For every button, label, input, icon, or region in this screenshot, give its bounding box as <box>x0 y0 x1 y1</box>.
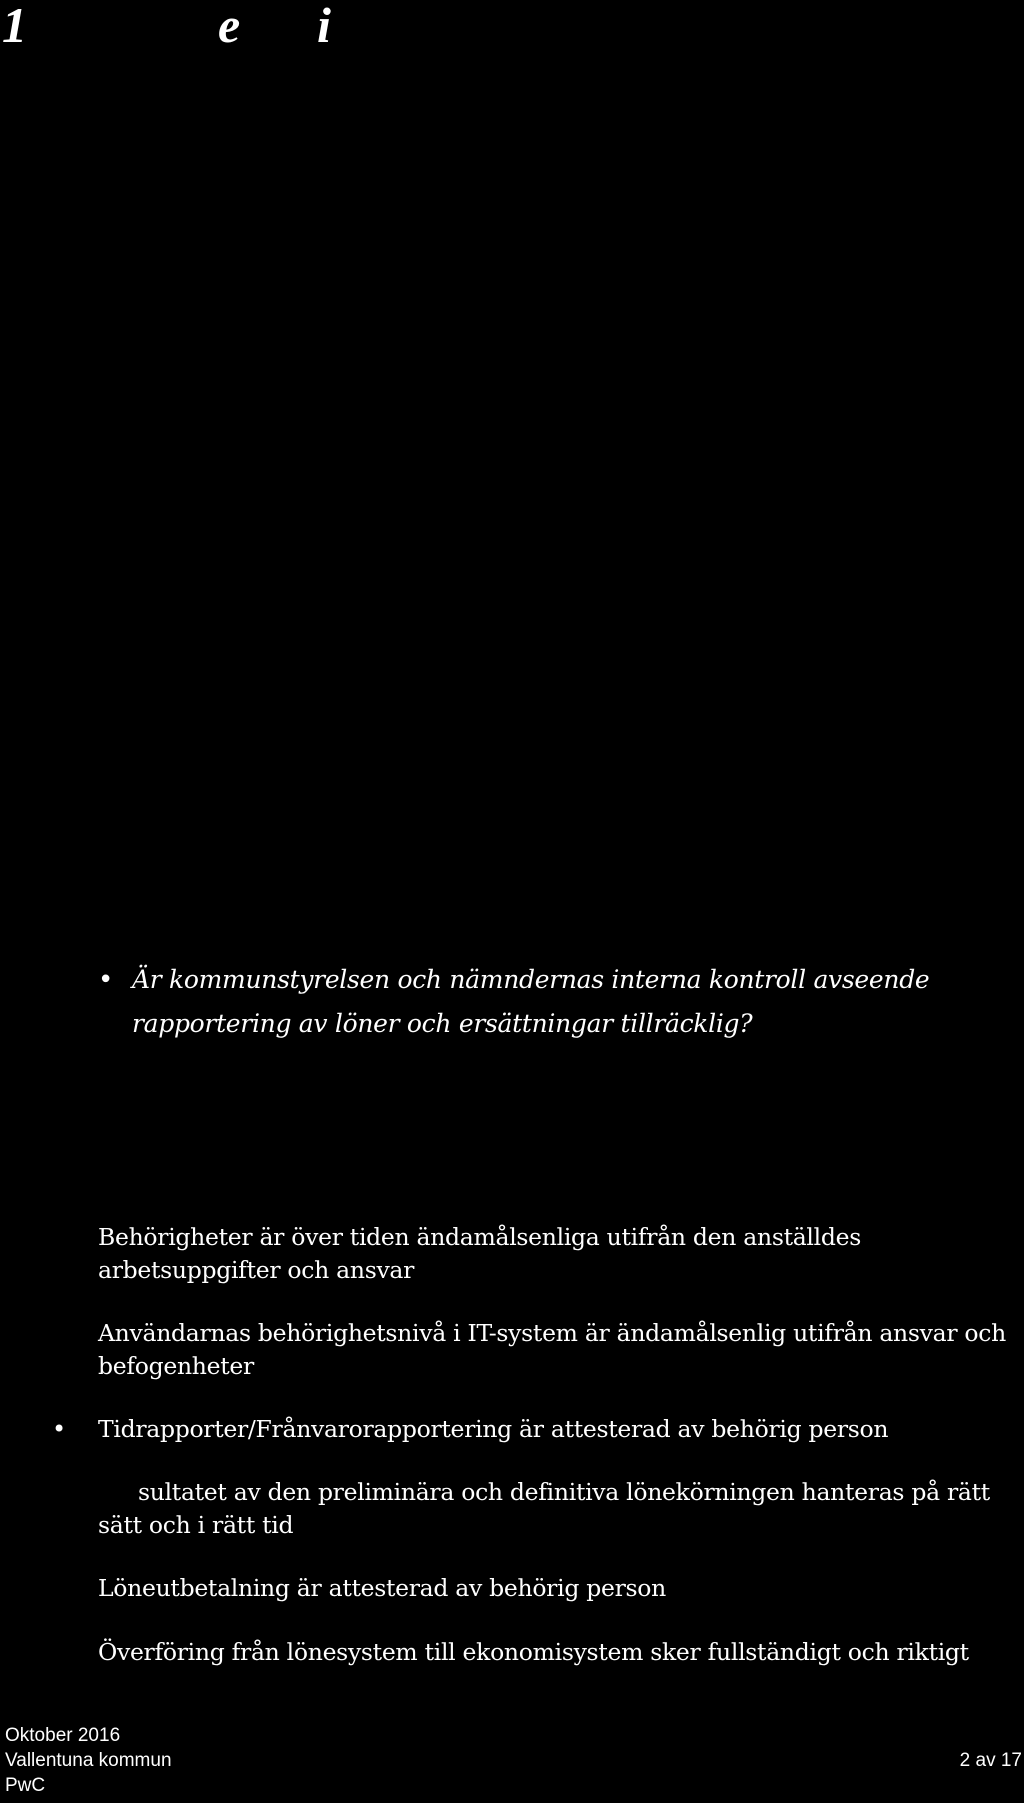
page-footer <box>0 1723 1024 1803</box>
control-objective-text: sultatet av den preliminära och definitiva lönekörningen hanteras på rätt sätt och i rätt tid <box>98 1478 990 1539</box>
footer-date: Oktober 2016 <box>5 1725 121 1746</box>
control-objective-item <box>98 1476 1020 1542</box>
control-objective-text: Användarnas behörighetsnivå i IT-system är ändamålsenlig utifrån ansvar och befogenheter <box>98 1319 1006 1380</box>
page-number: 2 av 17 <box>959 1750 1022 1771</box>
audit-question-text: Är kommunstyrelsen och nämndernas interna kontroll avseende rapportering av löner och ersättningar tillräcklig? <box>132 965 930 1038</box>
footer-organization: Vallentuna kommun <box>5 1750 172 1771</box>
control-objective-text: Behörigheter är över tiden ändamålsenliga utifrån den anställdes arbetsuppgifter och ansvar <box>98 1223 861 1284</box>
heading-fragment-e: e <box>218 0 241 53</box>
control-objective-text: Överföring från lönesystem till ekonomisystem sker fullständigt och riktigt <box>98 1638 969 1666</box>
footer-info <box>5 1723 172 1798</box>
control-objective-item <box>98 1221 1020 1287</box>
control-objective-item <box>98 1572 1020 1605</box>
control-objective-text: Löneutbetalning är attesterad av behörig person <box>98 1574 666 1602</box>
control-objective-item <box>98 1317 1020 1383</box>
heading-fragment-number: 1 <box>2 0 27 53</box>
control-objective-text: Tidrapporter/Frånvarorapportering är attesterad av behörig person <box>98 1415 889 1443</box>
bullet-icon: • <box>52 1415 66 1443</box>
control-objective-item <box>98 1636 1020 1669</box>
control-objective-item <box>52 1413 1020 1446</box>
heading-fragment-i: i <box>317 0 331 53</box>
footer-company: PwC <box>5 1775 46 1796</box>
bullet-icon: • <box>98 965 114 995</box>
